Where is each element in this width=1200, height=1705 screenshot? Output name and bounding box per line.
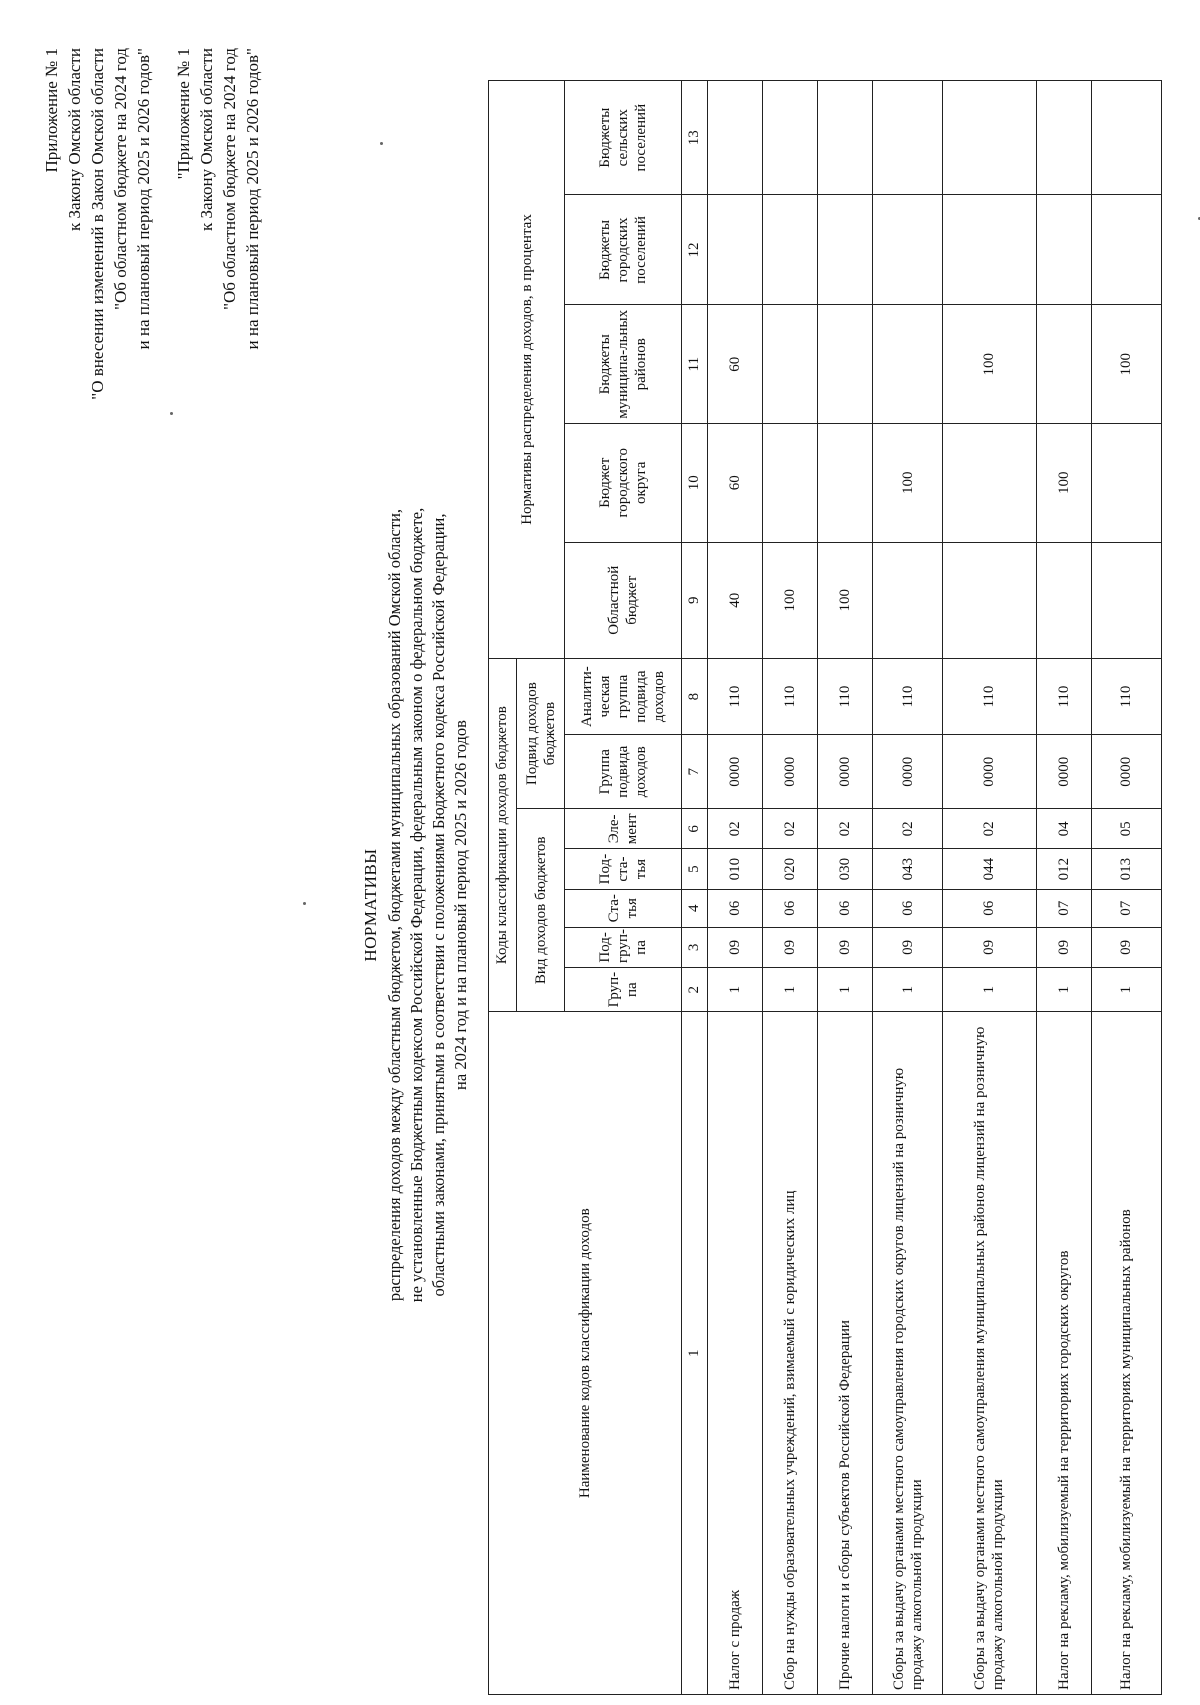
table-cell: 110: [707, 658, 762, 734]
table-cell: 0000: [873, 735, 943, 809]
appendix-line: к Закону Омской области: [65, 48, 84, 231]
document-title: НОРМАТИВЫ: [361, 848, 380, 962]
table-cell: 09: [707, 927, 762, 967]
table-cell: [943, 81, 1036, 195]
table-cell: 60: [707, 424, 762, 543]
table-cell: 1: [762, 967, 817, 1011]
table-cell: 06: [873, 889, 943, 927]
table-cell: 044: [943, 849, 1036, 889]
table-body: [707, 81, 1161, 1695]
table-cell: 0000: [818, 735, 873, 809]
table-cell: [707, 81, 762, 195]
kind-header: Вид доходов бюджетов: [516, 809, 565, 1012]
column-header: Бюджеты городских поселений: [565, 195, 682, 305]
column-header: Бюджет городского округа: [565, 424, 682, 543]
subtitle-line: областными законами, принятыми в соответствии с положениями Бюджетного кодекса Российской Федерации,: [429, 513, 448, 1297]
table-cell: 02: [707, 809, 762, 849]
table-cell: [1036, 305, 1091, 424]
table-cell: [818, 81, 873, 195]
income-name-cell: Налог с продаж: [707, 1012, 762, 1695]
table-cell: 1: [818, 967, 873, 1011]
table-cell: 1: [873, 967, 943, 1011]
table-cell: 012: [1036, 849, 1091, 889]
table-cell: 02: [762, 809, 817, 849]
table-cell: 1: [707, 967, 762, 1011]
column-header: Аналити-ческая группа подвида доходов: [565, 658, 682, 734]
table-cell: [762, 81, 817, 195]
table-cell: 030: [818, 849, 873, 889]
income-name-cell: Сбор на нужды образовательных учреждений, взимаемый с юридических лиц: [762, 1012, 817, 1695]
column-header: Эле-мент: [565, 809, 682, 849]
appendix-line: "Об областном бюджете на 2024 год: [111, 48, 130, 310]
column-number: 8: [682, 658, 707, 734]
income-name-cell: Прочие налоги и сборы субъектов Российской Федерации: [818, 1012, 873, 1695]
table-cell: 100: [1036, 424, 1091, 543]
norms-table: [488, 80, 1162, 1695]
table-cell: 100: [943, 305, 1036, 424]
table-cell: [1091, 195, 1161, 305]
column-header: Бюджеты сельских поселений: [565, 81, 682, 195]
table-row: [762, 81, 817, 1695]
table-cell: 09: [818, 927, 873, 967]
table-cell: 100: [762, 542, 817, 658]
table-cell: 07: [1036, 889, 1091, 927]
table-cell: [1036, 542, 1091, 658]
table-cell: 110: [1036, 658, 1091, 734]
table-cell: [818, 424, 873, 543]
table-cell: 40: [707, 542, 762, 658]
table-cell: 06: [762, 889, 817, 927]
appendix-header-current: [40, 48, 155, 400]
table-row: [873, 81, 943, 1695]
column-number-row: [682, 81, 707, 1695]
column-header: Областной бюджет: [565, 542, 682, 658]
table-cell: [873, 305, 943, 424]
income-name-cell: Налог на рекламу, мобилизуемый на территориях муниципальных районов: [1091, 1012, 1161, 1695]
column-header: Ста-тья: [565, 889, 682, 927]
norms-header: Нормативы распределения доходов, в процентах: [489, 81, 565, 659]
table-cell: 04: [1036, 809, 1091, 849]
table-cell: [762, 305, 817, 424]
subtitle-line: не установленные Бюджетным кодексом Российской Федерации, федеральным законом о федеральном бюджете,: [407, 507, 426, 1303]
column-header: Бюджеты муниципа-льных районов: [565, 305, 682, 424]
table-cell: [818, 195, 873, 305]
column-header: Груп-па: [565, 967, 682, 1011]
table-cell: 100: [1091, 305, 1161, 424]
document-title-block: [360, 405, 472, 1405]
scan-speck: [380, 142, 383, 145]
table-cell: 020: [762, 849, 817, 889]
table-cell: 02: [873, 809, 943, 849]
table-cell: 0000: [1091, 735, 1161, 809]
table-cell: 110: [1091, 658, 1161, 734]
table-cell: 09: [1091, 927, 1161, 967]
table-cell: [1036, 81, 1091, 195]
table-row: [818, 81, 873, 1695]
table-cell: [873, 195, 943, 305]
table-cell: 09: [1036, 927, 1091, 967]
table-cell: [1091, 542, 1161, 658]
table-cell: 02: [818, 809, 873, 849]
name-column-header: Наименование кодов классификации доходов: [489, 1012, 682, 1695]
appendix-line: к Закону Омской области: [197, 48, 216, 231]
subkind-header: Подвид доходов бюджетов: [516, 658, 565, 808]
column-number: 9: [682, 542, 707, 658]
table-cell: 09: [762, 927, 817, 967]
table-cell: 043: [873, 849, 943, 889]
table-cell: [762, 424, 817, 543]
appendix-line: и на плановый период 2025 и 2026 годов": [134, 48, 153, 350]
table-cell: 02: [943, 809, 1036, 849]
column-number: 13: [682, 81, 707, 195]
table-cell: 07: [1091, 889, 1161, 927]
table-cell: [762, 195, 817, 305]
income-name-cell: Сборы за выдачу органами местного самоуправления муниципальных районов лицензий на розничную продажу алкогольной продукции: [943, 1012, 1036, 1695]
table-cell: [1091, 81, 1161, 195]
column-number: 10: [682, 424, 707, 543]
scan-speck: [170, 412, 173, 415]
table-row: [707, 81, 762, 1695]
column-header: Под-ста-тья: [565, 849, 682, 889]
table-row: [943, 81, 1036, 1695]
table-row: [1091, 81, 1161, 1695]
appendix-line: "Об областном бюджете на 2024 год: [220, 48, 239, 310]
appendix-line: "Приложение № 1: [174, 48, 193, 180]
table-cell: 110: [943, 658, 1036, 734]
table-cell: [873, 542, 943, 658]
table-cell: [818, 305, 873, 424]
table-cell: 0000: [1036, 735, 1091, 809]
table-cell: 06: [943, 889, 1036, 927]
table-cell: 09: [873, 927, 943, 967]
appendix-line: Приложение № 1: [42, 48, 61, 173]
table-cell: [873, 81, 943, 195]
codes-header: Коды классификации доходов бюджетов: [489, 658, 517, 1011]
table-cell: 05: [1091, 809, 1161, 849]
table-cell: 06: [818, 889, 873, 927]
column-header: Под-груп-па: [565, 927, 682, 967]
table-cell: 06: [707, 889, 762, 927]
column-number: 3: [682, 927, 707, 967]
column-number: 11: [682, 305, 707, 424]
appendix-header-previous: [172, 48, 264, 349]
table-cell: 60: [707, 305, 762, 424]
table-cell: 1: [943, 967, 1036, 1011]
table-cell: [943, 542, 1036, 658]
appendix-line: и на плановый период 2025 и 2026 годов": [243, 48, 262, 350]
table-cell: 110: [818, 658, 873, 734]
table-cell: [943, 424, 1036, 543]
table-cell: 1: [1036, 967, 1091, 1011]
table-cell: 1: [1091, 967, 1161, 1011]
table-cell: 110: [873, 658, 943, 734]
subtitle-line: распределения доходов между областным бюджетом, бюджетами муниципальных образований Омской области,: [385, 508, 404, 1302]
table-cell: 013: [1091, 849, 1161, 889]
table-cell: 0000: [943, 735, 1036, 809]
table-cell: 100: [873, 424, 943, 543]
income-name-cell: Налог на рекламу, мобилизуемый на территориях городских округов: [1036, 1012, 1091, 1695]
column-number: 4: [682, 889, 707, 927]
column-number: 1: [682, 1012, 707, 1695]
table-cell: 0000: [762, 735, 817, 809]
table-cell: 0000: [707, 735, 762, 809]
table-cell: [707, 195, 762, 305]
column-header: Группа подвида доходов: [565, 735, 682, 809]
table-cell: 100: [818, 542, 873, 658]
column-number: 5: [682, 849, 707, 889]
column-number: 2: [682, 967, 707, 1011]
column-number: 12: [682, 195, 707, 305]
column-number: 6: [682, 809, 707, 849]
header-row-1: [489, 81, 517, 1695]
table-cell: 010: [707, 849, 762, 889]
subtitle-line: на 2024 год и на плановый период 2025 и 2026 годов: [451, 720, 470, 1090]
table-cell: 110: [762, 658, 817, 734]
scan-speck: [303, 902, 306, 905]
table-cell: [1091, 424, 1161, 543]
column-number: 7: [682, 735, 707, 809]
table-cell: [943, 195, 1036, 305]
table-cell: [1036, 195, 1091, 305]
table-row: [1036, 81, 1091, 1695]
appendix-line: "О внесении изменений в Закон Омской области: [88, 48, 107, 400]
table-cell: 09: [943, 927, 1036, 967]
income-name-cell: Сборы за выдачу органами местного самоуправления городских округов лицензий на розничную продажу алкогольной продукции: [873, 1012, 943, 1695]
